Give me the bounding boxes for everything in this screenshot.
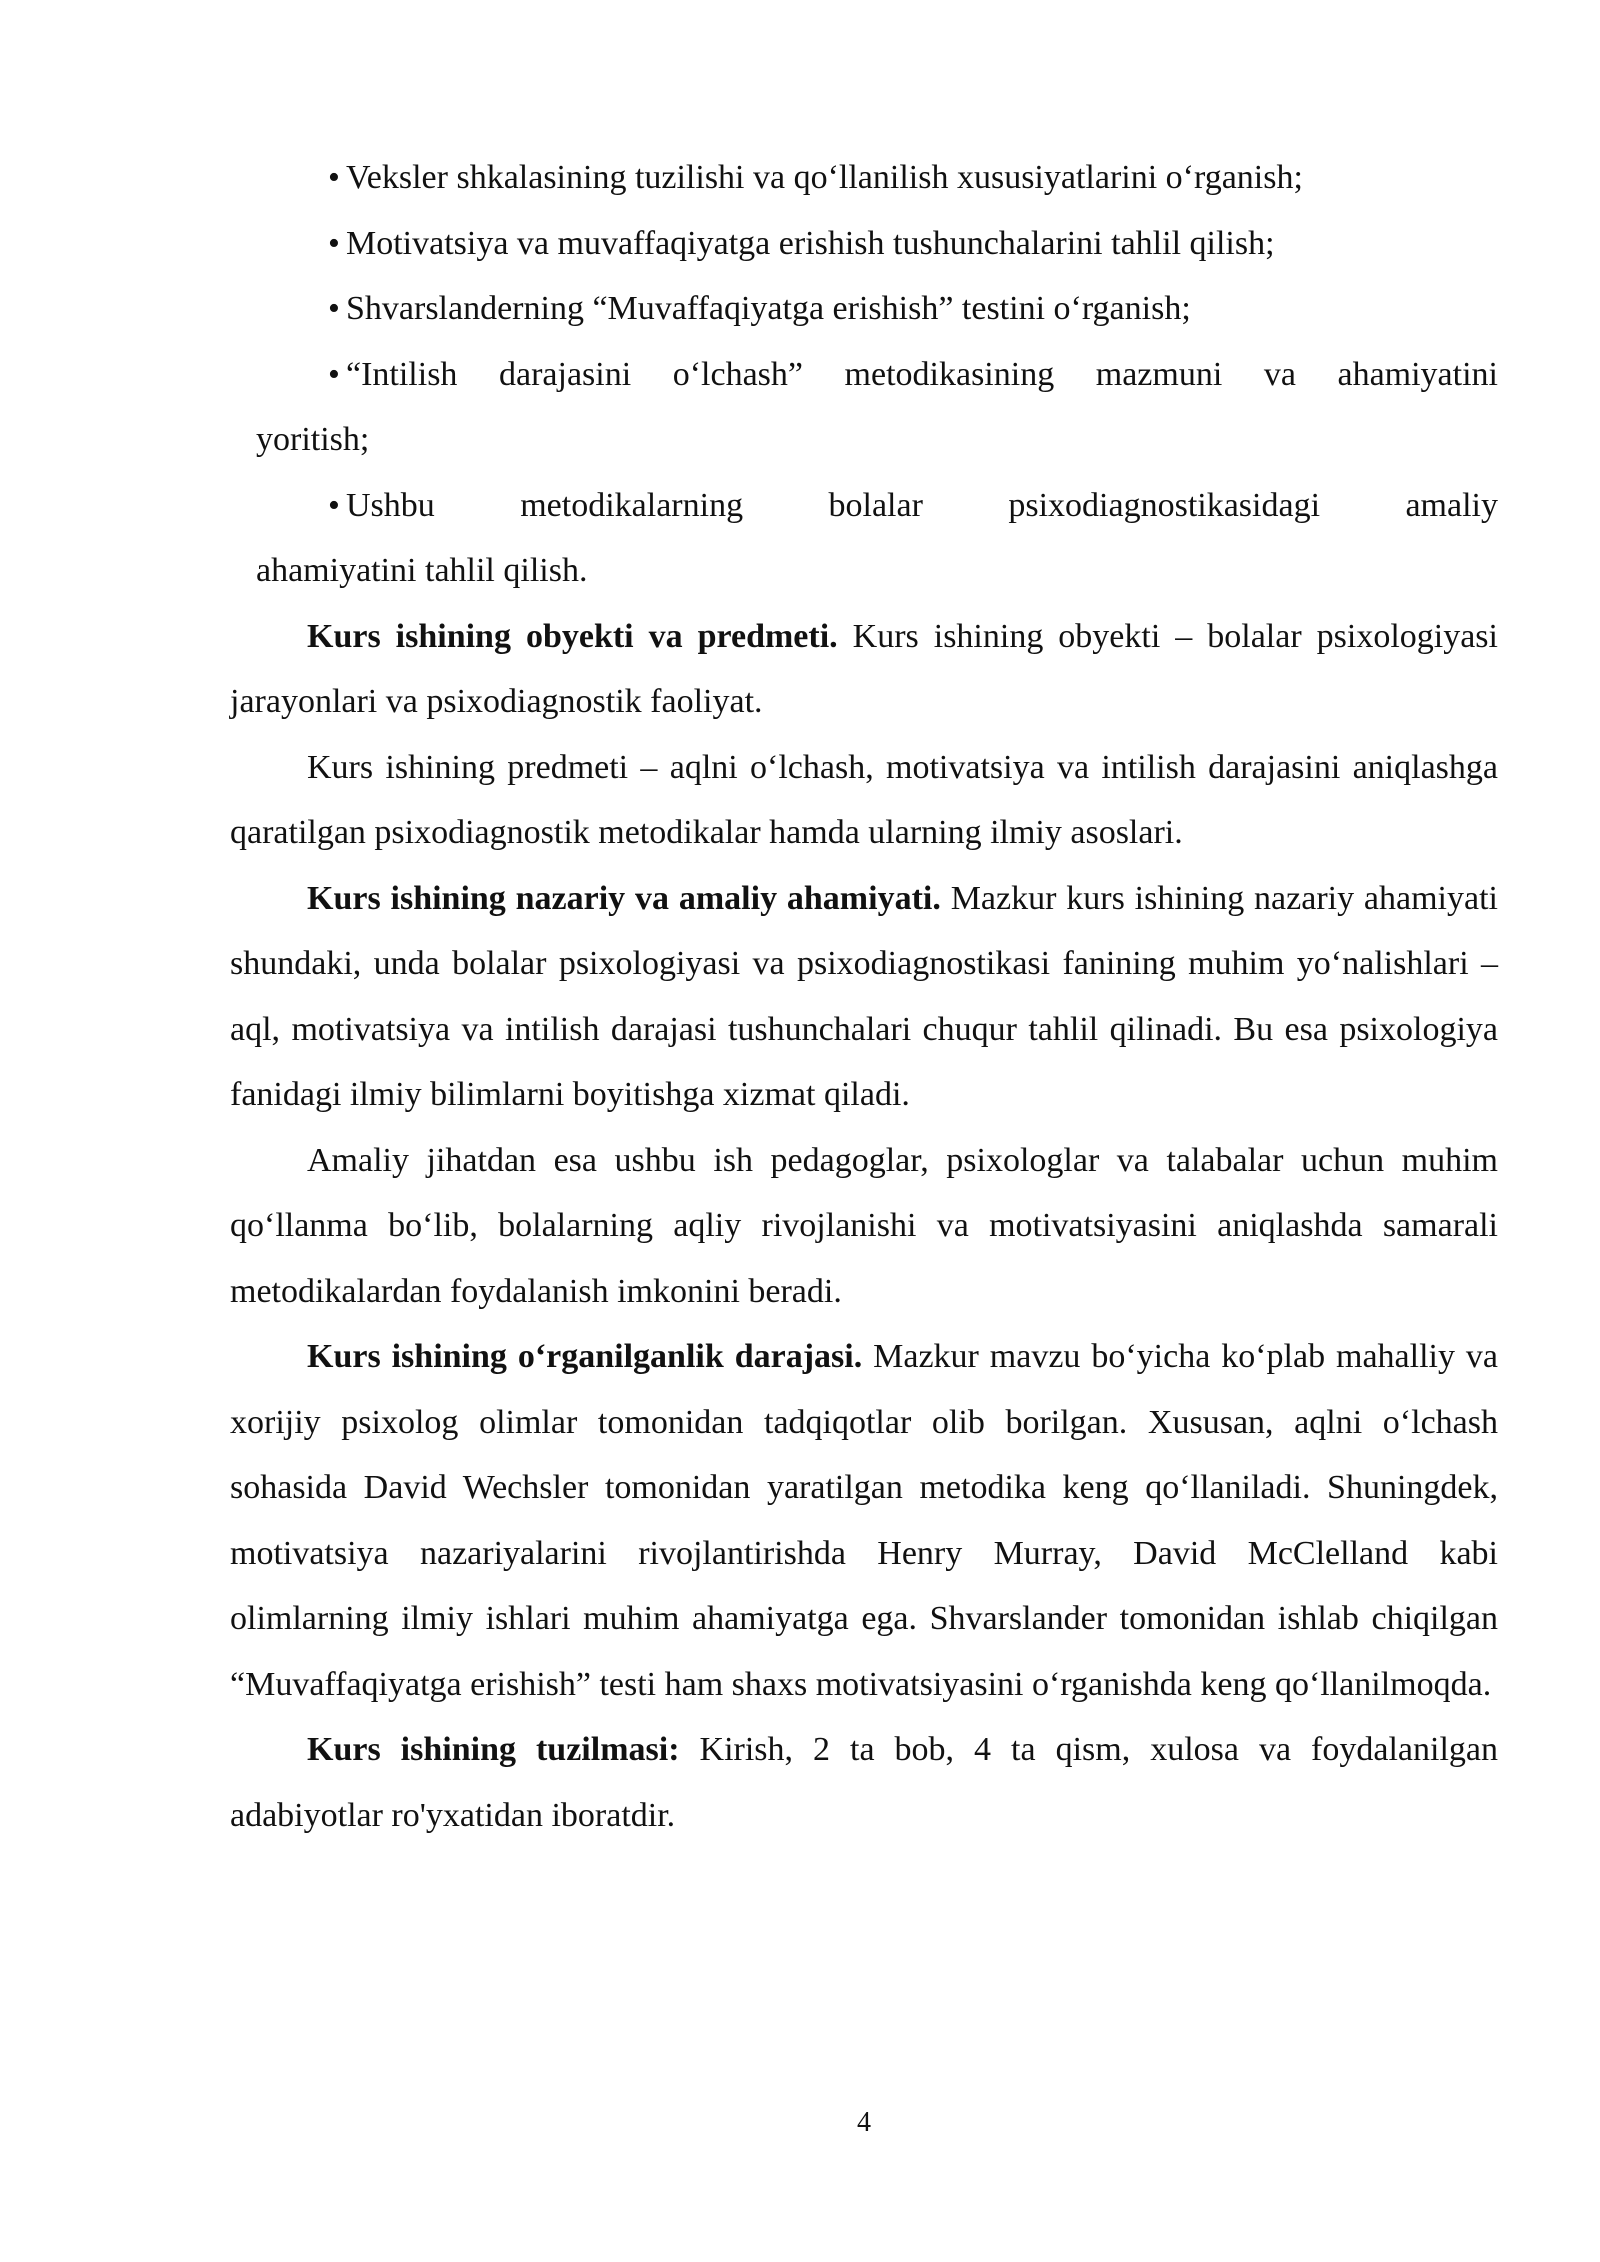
bullet-item — [328, 473, 1498, 539]
bullet-item — [328, 342, 1498, 408]
bullet-text: Ushbu metodikalarning bolalar psixodiagnostikasidagi amaliy — [346, 486, 1498, 524]
paragraph-text: Amaliy jihatdan esa ushbu ish pedagoglar, psixologlar va talabalar uchun muhim qo‘llanma bo‘lib, bolalarning aqliy rivojlanishi va motivatsiyasini aniqlashda samarali metodikalardan foydalanish imkonini beradi. — [230, 1141, 1498, 1310]
bullet-dot-icon: • — [328, 159, 340, 196]
paragraph-heading: Kurs ishining tuzilmasi: — [307, 1731, 680, 1768]
paragraph-study-level — [230, 1324, 1498, 1717]
bullet-dot-icon: • — [328, 290, 340, 327]
bullet-text: “Intilish darajasini o‘lchash” metodikasining mazmuni va ahamiyatini — [346, 355, 1498, 393]
paragraph-text: Mazkur mavzu bo‘yicha ko‘plab mahalliy va xorijiy psixolog olimlar tomonidan tadqiqotlar olib borilgan. Xususan, aqlni o‘lchash sohasida David Wechsler tomonidan yaratilgan metodika keng qo‘llaniladi. Shuningdek, motivatsiya nazariyalarini rivojlantirishda Henry Murray, David McClelland kabi olimlarning ilmiy ishlari muhim ahamiyatga ega. Shvarslander tomonidan ishlab chiqilgan “Muvaffaqiyatga erishish” testi ham shaxs motivatsiyasini o‘rganishda keng qo‘llanilmoqda. — [230, 1338, 1499, 1703]
page-content — [230, 145, 1498, 1848]
bullet-text: Motivatsiya va muvaffaqiyatga erishish tushunchalarini tahlil qilish; — [346, 224, 1275, 262]
bullet-dot-icon: • — [328, 486, 340, 524]
bullet-dot-icon: • — [328, 224, 340, 262]
bullet-text: Veksler shkalasining tuzilishi va qo‘llanilish xususiyatlarini o‘rganish; — [346, 159, 1303, 196]
paragraph-practical — [230, 1128, 1498, 1325]
paragraph-heading: Kurs ishining obyekti va predmeti. — [307, 617, 838, 655]
bullet-item — [328, 211, 1498, 277]
paragraph-text: Kirish, 2 ta bob, 4 ta qism, xulosa va foydalanilgan adabiyotlar ro'yxatidan iboratdir. — [230, 1731, 1498, 1834]
bullet-text: Shvarslanderning “Muvaffaqiyatga erishish” testini o‘rganish; — [346, 290, 1191, 327]
bullet-continuation — [256, 407, 1498, 473]
paragraph-text: Kurs ishining obyekti – bolalar psixologiyasi jarayonlari va psixodiagnostik faoliyat. — [230, 617, 1498, 720]
paragraph-heading: Kurs ishining o‘rganilganlik darajasi. — [307, 1338, 863, 1375]
bullet-item — [328, 145, 1498, 211]
paragraph-structure — [230, 1717, 1498, 1848]
paragraph-heading: Kurs ishining nazariy va amaliy ahamiyati. — [307, 879, 941, 917]
paragraph-text: Mazkur kurs ishining nazariy ahamiyati shundaki, unda bolalar psixologiyasi va psixodiagnostikasi fanining muhim yo‘nalishlari – aql, motivatsiya va intilish darajasi tushunchalari chuqur tahlil qilinadi. Bu esa psixologiya fanidagi ilmiy bilimlarni boyitishga xizmat qiladi. — [230, 879, 1498, 1113]
paragraph-subject — [230, 735, 1498, 866]
page-number: 4 — [857, 2107, 871, 2138]
bullet-continuation-text: yoritish; — [256, 421, 370, 458]
paragraph-object-subject — [230, 604, 1498, 735]
bullet-continuation-text: ahamiyatini tahlil qilish. — [256, 552, 588, 589]
bullet-item — [328, 276, 1498, 342]
bullet-continuation — [256, 538, 1498, 604]
paragraph-text: Kurs ishining predmeti – aqlni o‘lchash, motivatsiya va intilish darajasini aniqlashga qaratilgan psixodiagnostik metodikalar hamda ularning ilmiy asoslari. — [230, 748, 1498, 851]
bullet-dot-icon: • — [328, 355, 340, 393]
paragraph-significance — [230, 866, 1498, 1128]
